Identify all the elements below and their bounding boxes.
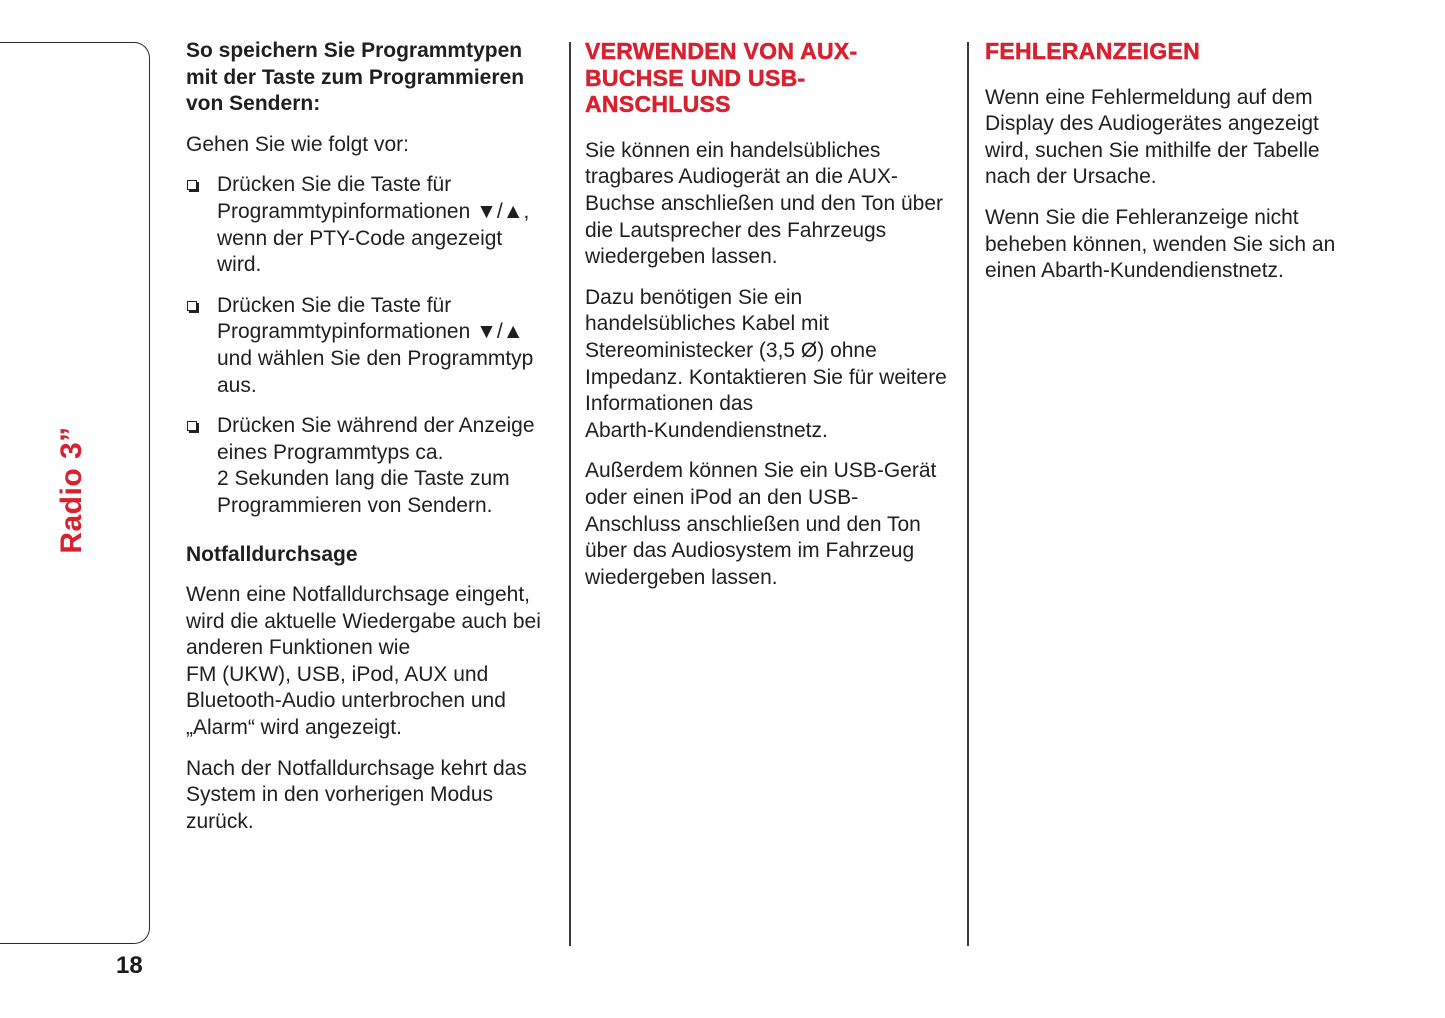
list-item <box>186 172 546 278</box>
list-item <box>186 413 546 519</box>
checkbox-bullet-icon <box>187 301 197 311</box>
list-item-text: Drücken Sie die Taste für Programmtypinformationen ▼/▲ und wählen Sie den Programmtyp aus. <box>217 293 534 397</box>
column-programmtypen <box>186 38 546 849</box>
body-paragraph: Außerdem können Sie ein USB-Gerät oder einen iPod an den USB-Anschluss anschließen und den Ton über das Audiosystem im Fahrzeug wiedergeben lassen. <box>585 459 937 589</box>
body-paragraph: Wenn Sie die Fehleranzeige nicht beheben können, wenden Sie sich an einen Abarth-Kundendienstnetz. <box>985 205 1336 283</box>
body-paragraph: Nach der Notfalldurchsage kehrt das System in den vorherigen Modus zurück. <box>186 756 527 833</box>
list-item <box>186 293 546 399</box>
body-paragraph: Wenn eine Notfalldurchsage eingeht, wird die aktuelle Wiedergabe auch bei anderen Funktionen wie FM (UKW), USB, iPod, AUX und Bluetooth-Audio unterbrochen und „Alarm“ wird angezeigt. <box>186 583 541 740</box>
section-heading-programmtypen: So speichern Sie Programmtypen mit der Taste zum Programmieren von Sendern: <box>186 39 525 116</box>
column-aux-usb <box>585 38 950 605</box>
body-paragraph: Sie können ein handelsübliches tragbares Audiogerät an die AUX-Buchse anschließen und den Ton über die Lautsprecher des Fahrzeugs wiedergeben lassen. <box>585 138 944 269</box>
column-divider-2 <box>967 42 969 946</box>
checkbox-bullet-icon <box>187 421 197 431</box>
column-divider-1 <box>569 42 571 946</box>
instruction-list <box>186 172 546 519</box>
list-item-text: Drücken Sie während der Anzeige eines Programmtyps ca. 2 Sekunden lang die Taste zum Programmieren von Sendern. <box>217 414 535 517</box>
body-paragraph: Dazu benötigen Sie ein handelsübliches Kabel mit Stereoministecker (3,5 Ø) ohne Impedanz. Kontaktieren Sie für weitere Informationen das Abarth-Kundendienstnetz. <box>585 285 947 442</box>
body-paragraph: Wenn eine Fehlermeldung auf dem Display des Audiogerätes angezeigt wird, suchen Sie mithilfe der Tabelle nach der Ursache. <box>985 85 1320 189</box>
checkbox-bullet-icon <box>187 180 197 190</box>
column-fehleranzeigen <box>985 38 1345 299</box>
chapter-label: Radio 3” <box>55 426 88 554</box>
list-item-text: Drücken Sie die Taste für Programmtypinformationen ▼/▲, wenn der PTY-Code angezeigt wird. <box>217 173 530 277</box>
page-number: 18 <box>116 952 143 979</box>
intro-text: Gehen Sie wie folgt vor: <box>186 132 409 156</box>
section-heading-fehleranzeigen: FEHLERANZEIGEN <box>985 38 1201 64</box>
section-heading-aux-usb: VERWENDEN VON AUX-BUCHSE UND USB-ANSCHLUSS <box>585 38 858 118</box>
section-heading-notfalldurchsage: Notfalldurchsage <box>186 542 358 566</box>
